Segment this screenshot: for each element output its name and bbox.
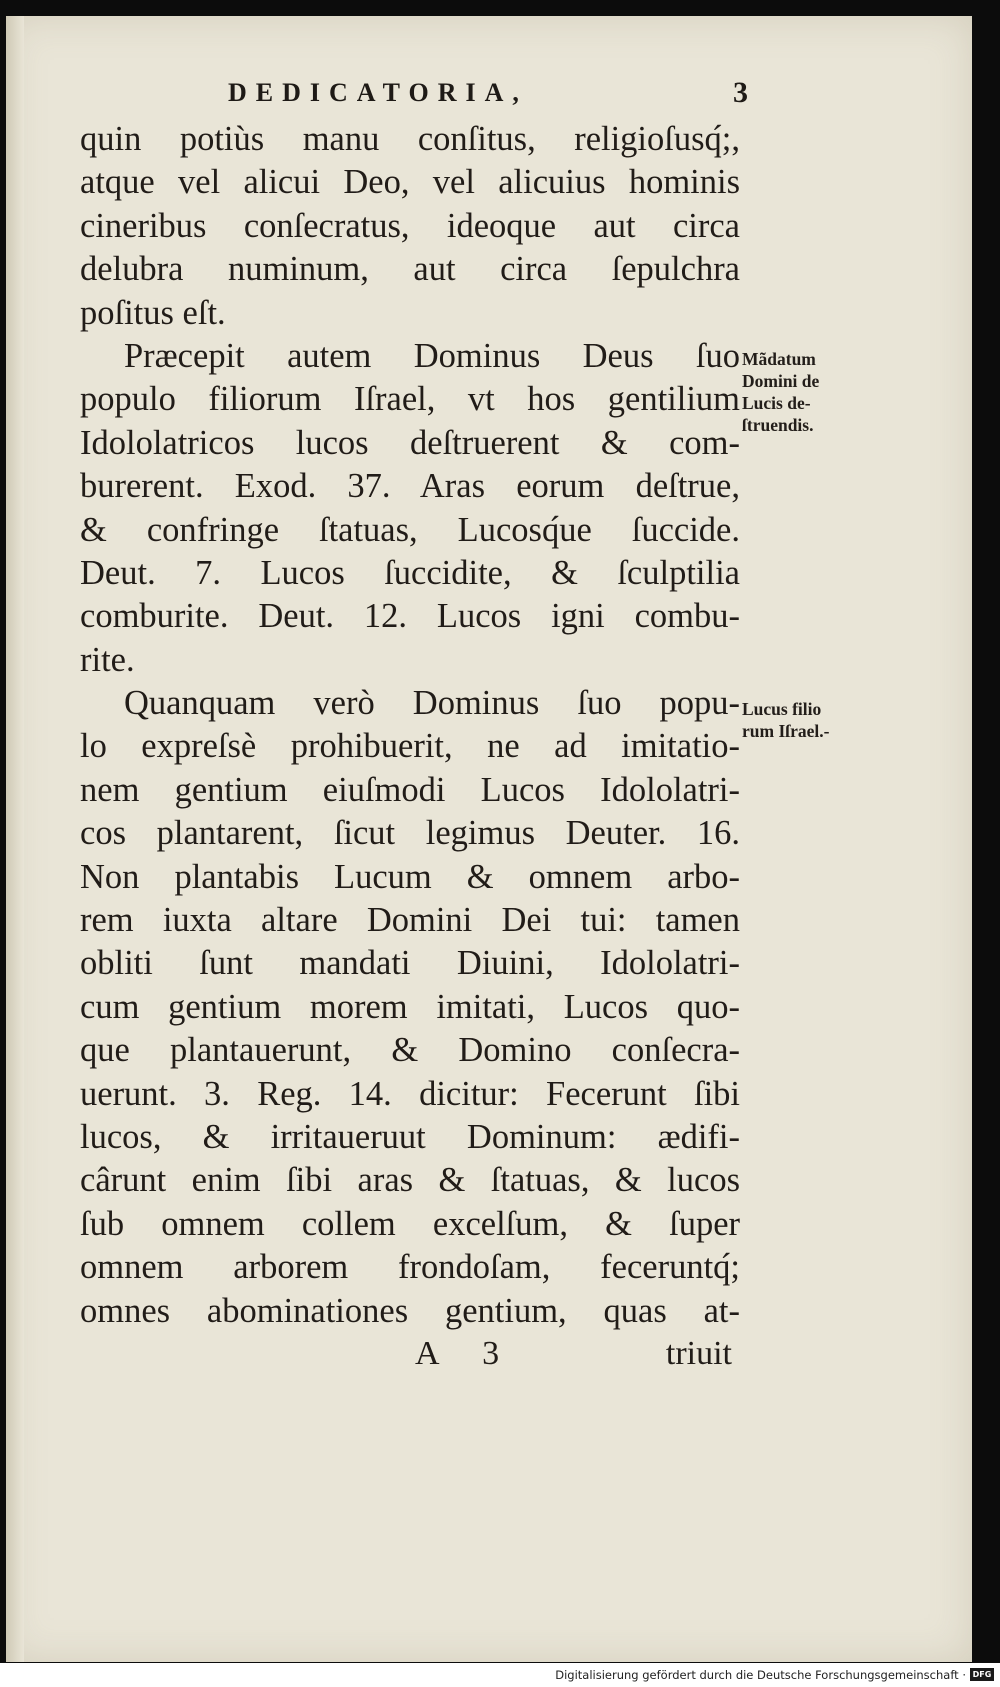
text-line: cum gentium morem imitati, Lucos quo- bbox=[80, 987, 740, 1026]
digitization-footer bbox=[0, 1663, 1000, 1687]
text-line: delubra numinum, aut circa ſepulchra bbox=[80, 250, 740, 289]
text-line: lo expreſsè prohibuerit, ne ad imitatio- bbox=[80, 727, 740, 766]
dfg-logo: DFG bbox=[970, 1668, 994, 1681]
text-line: lucos, & irritaueruut Dominum: ædifi- bbox=[80, 1117, 740, 1156]
margin-note-line: ſtruendis. bbox=[742, 415, 814, 435]
text-block bbox=[80, 118, 740, 1333]
page-folio: 3 bbox=[733, 76, 748, 109]
text-line: cineribus conſecratus, ideoque aut circa bbox=[80, 206, 740, 245]
text-line: burerent. Exod. 37. Aras eorum deſtrue, bbox=[80, 467, 740, 506]
running-header bbox=[228, 78, 748, 118]
text-line: cârunt enim ſibi aras & ſtatuas, & lucos bbox=[80, 1161, 740, 1200]
text-line: rite. bbox=[80, 640, 135, 679]
text-line: ſub omnem collem excelſum, & ſuper bbox=[80, 1204, 740, 1243]
page-gutter-shadow bbox=[6, 16, 24, 1662]
margin-note-mandatum bbox=[742, 348, 892, 436]
text-line: que plantauerunt, & Domino conſecra- bbox=[80, 1031, 740, 1070]
text-line: omnes abominationes gentium, quas at- bbox=[80, 1291, 740, 1330]
text-line: poſitus eſt. bbox=[80, 293, 226, 332]
margin-note-lucus bbox=[742, 698, 892, 742]
text-line: nem gentium eiuſmodi Lucos Idololatri- bbox=[80, 770, 740, 809]
text-line: rem iuxta altare Domini Dei tui: tamen bbox=[80, 901, 740, 940]
text-line: quin potiùs manu conſitus, religioſusq́;, bbox=[80, 120, 740, 158]
text-line: atque vel alicui Deo, vel alicuius hominis bbox=[80, 163, 740, 202]
margin-note-line: Domini de bbox=[742, 371, 820, 391]
catch-line bbox=[80, 1335, 740, 1379]
text-line: Præcepit autem Dominus Deus ſuo bbox=[124, 336, 740, 375]
text-line: & confringe ſtatuas, Lucosq́ue ſuccide. bbox=[80, 510, 740, 549]
text-line: uerunt. 3. Reg. 14. dicitur: Fecerunt ſibi bbox=[80, 1074, 740, 1113]
text-line: cos plantarent, ſicut legimus Deuter. 16. bbox=[80, 814, 740, 853]
footer-credit: Digitalisierung gefördert durch die Deutsche Forschungsgemeinschaft · bbox=[555, 1668, 966, 1682]
text-line: populo filiorum Iſrael, vt hos gentilium bbox=[80, 380, 740, 419]
text-line: comburite. Deut. 12. Lucos igni combu- bbox=[80, 597, 740, 636]
text-line: Idololatricos lucos deſtruerent & com- bbox=[80, 423, 740, 462]
signature-mark: A 3 bbox=[415, 1335, 518, 1372]
text-line: obliti ſunt mandati Diuini, Idololatri- bbox=[80, 944, 740, 983]
text-line: Deut. 7. Lucos ſuccidite, & ſculptilia bbox=[80, 553, 740, 592]
running-title: DEDICATORIA, bbox=[228, 78, 528, 107]
catchword: triuit bbox=[665, 1335, 732, 1372]
text-line: Quanquam verò Dominus ſuo popu- bbox=[124, 684, 740, 723]
margin-note-line: Lucis de- bbox=[742, 393, 811, 413]
text-line: omnem arborem frondoſam, feceruntq́; bbox=[80, 1248, 740, 1287]
margin-note-line: rum Iſrael.- bbox=[742, 721, 830, 741]
text-line: Non plantabis Lucum & omnem arbo- bbox=[80, 857, 740, 896]
margin-note-line: Mãdatum bbox=[742, 349, 816, 369]
margin-note-line: Lucus filio bbox=[742, 699, 822, 719]
